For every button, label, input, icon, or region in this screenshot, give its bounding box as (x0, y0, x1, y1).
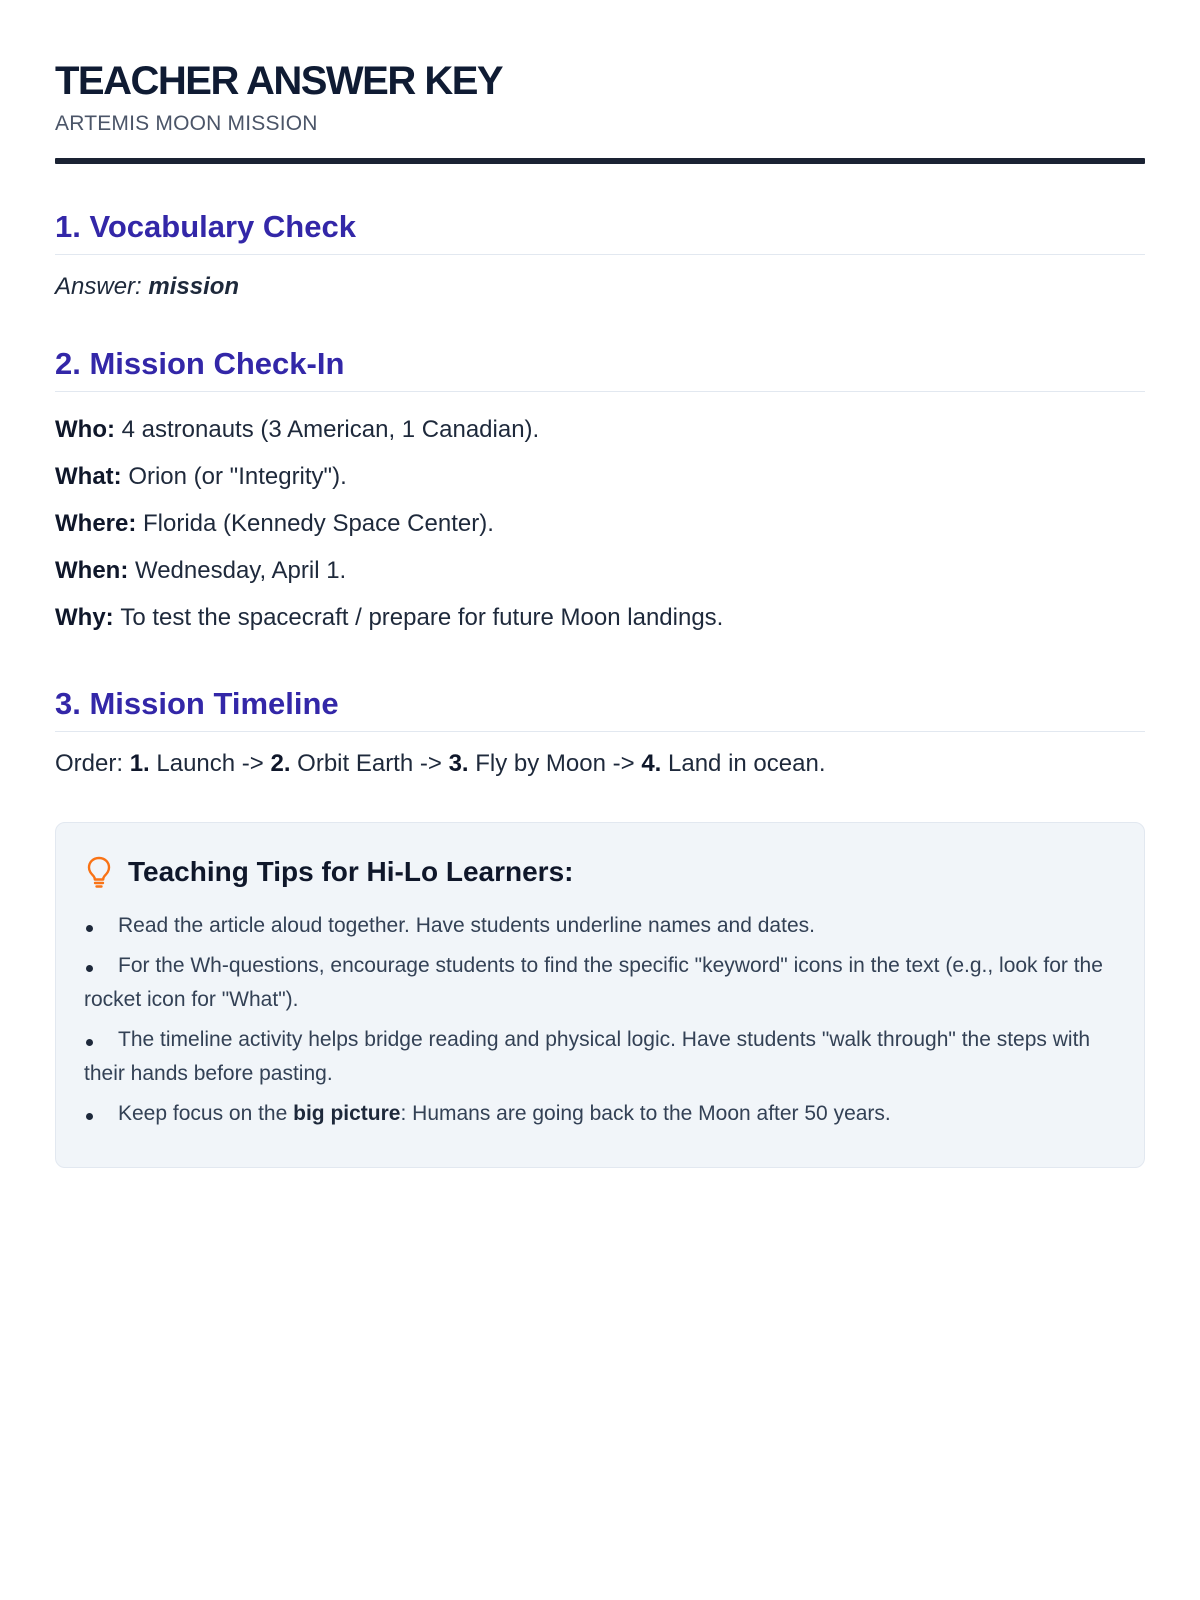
tip-emphasis: big picture (293, 1102, 401, 1125)
section-heading-timeline: 3. Mission Timeline (55, 685, 1145, 732)
checkin-row-where (55, 500, 1145, 547)
checkin-row-what (55, 453, 1145, 500)
qa-label: Where: (55, 510, 144, 537)
checkin-row-when (55, 547, 1145, 594)
timeline-step-number: 3. (448, 750, 476, 777)
qa-answer: Florida (Kennedy Space Center). (143, 510, 494, 537)
tip-item: Read the article aloud together. Have students underline names and dates. (118, 914, 815, 937)
section-heading-vocabulary: 1. Vocabulary Check (55, 208, 1145, 255)
qa-label: When: (55, 557, 135, 584)
timeline-step-text: Fly by Moon (475, 750, 613, 777)
tips-title: Teaching Tips for Hi-Lo Learners: (128, 856, 574, 887)
tip-item: For the Wh-questions, encourage students to find the specific "keyword" icons in the text (e.g., look for the rocket icon for "What"). (84, 954, 1103, 1011)
vocabulary-answer (55, 273, 1145, 301)
tips-header (84, 855, 1114, 889)
timeline-section (55, 685, 1145, 778)
qa-label: What: (55, 463, 129, 490)
timeline-step-text: Land in ocean. (668, 750, 826, 777)
checkin-list (55, 406, 1145, 641)
timeline-order (55, 750, 1145, 778)
answer-value: mission (148, 273, 240, 300)
answer-label: Answer: (55, 273, 149, 300)
timeline-arrow: -> (419, 750, 449, 777)
qa-label: Who: (55, 416, 122, 443)
timeline-step-text: Orbit Earth (297, 750, 420, 777)
timeline-step-number: 4. (641, 750, 669, 777)
checkin-row-why (55, 594, 1145, 641)
title-divider (55, 158, 1145, 164)
qa-answer: Orion (or "Integrity"). (128, 463, 347, 490)
vocabulary-section (55, 208, 1145, 301)
timeline-step-text: Launch (156, 750, 242, 777)
section-heading-checkin: 2. Mission Check-In (55, 345, 1145, 392)
qa-answer: 4 astronauts (3 American, 1 Canadian). (121, 416, 540, 443)
page-title: TEACHER ANSWER KEY (55, 59, 503, 103)
checkin-row-who (55, 406, 1145, 453)
qa-answer: Wednesday, April 1. (134, 557, 347, 584)
tips-list (84, 909, 1114, 1131)
lightbulb-icon (84, 855, 114, 889)
qa-answer: To test the spacecraft / prepare for future Moon landings. (120, 604, 724, 631)
timeline-step-number: 1. (129, 750, 157, 777)
tip-item: Keep focus on the big picture: Humans are going back to the Moon after 50 years. (118, 1102, 891, 1125)
timeline-step-number: 2. (270, 750, 298, 777)
qa-label: Why: (55, 604, 121, 631)
timeline-arrow: -> (241, 750, 271, 777)
timeline-arrow: -> (612, 750, 642, 777)
checkin-section (55, 345, 1145, 641)
teaching-tips-box (55, 822, 1145, 1168)
page-subtitle: ARTEMIS MOON MISSION (55, 112, 318, 135)
timeline-prefix: Order: (55, 750, 130, 777)
tip-item: The timeline activity helps bridge reading and physical logic. Have students "walk through" the steps with their hands before pasting. (84, 1028, 1091, 1085)
